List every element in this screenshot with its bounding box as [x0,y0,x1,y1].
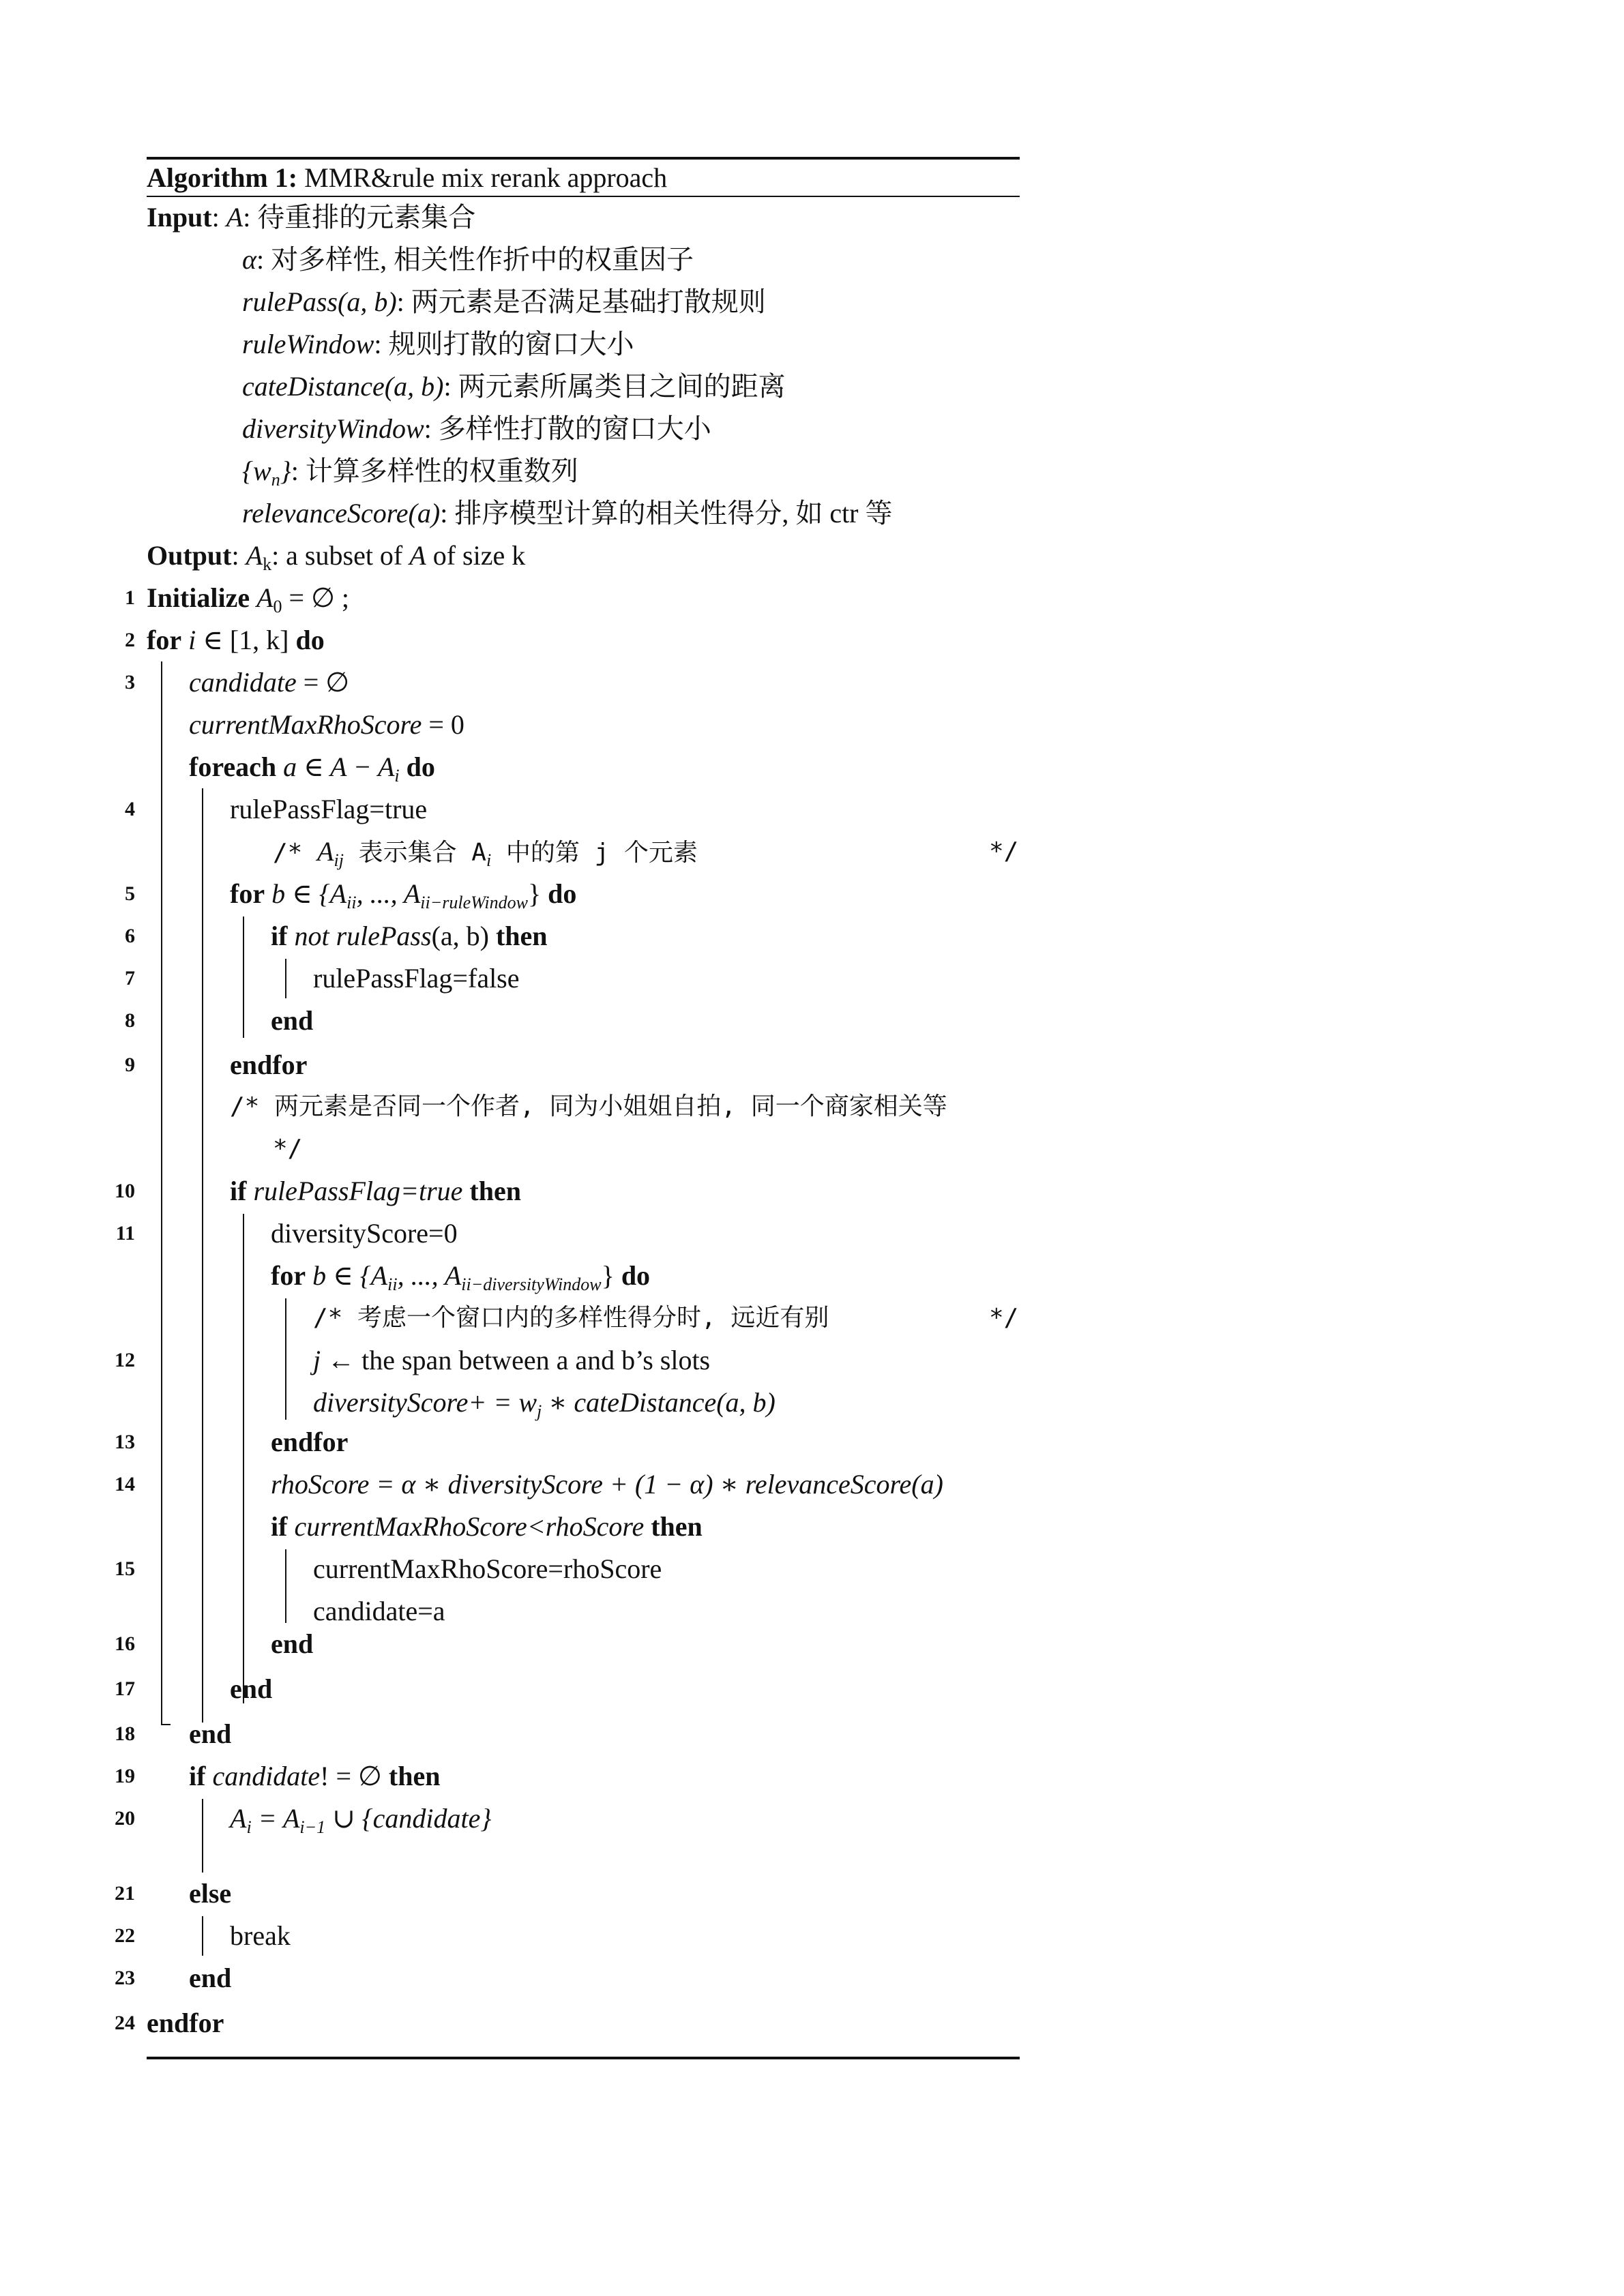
math-sub: i [486,850,492,870]
line-number: 14 [115,1473,135,1495]
input-var: rulePass(a, b) [242,286,397,317]
input-desc: : 排序模型计算的相关性得分, 如 ctr 等 [440,498,893,528]
line-number: 1 [125,586,135,609]
math-var: b [271,878,286,909]
line-number: 11 [115,1222,135,1244]
line-number: 9 [125,1054,135,1076]
output-label: Output [147,540,232,571]
caption-rule [147,196,1020,197]
input-var: diversityWindow [242,413,424,444]
line-number: 12 [115,1349,135,1371]
line-number: 21 [115,1882,135,1905]
input-line-7 [242,496,893,531]
math-sub: j [537,1401,542,1421]
math-text: } [527,878,548,909]
stmt-text: candidate=a [313,1596,445,1626]
line-number: 3 [125,671,135,694]
step-8 [271,1004,313,1038]
step-15 [313,1552,662,1586]
keyword: then [495,921,548,951]
math-text: + = w [468,1387,537,1418]
math-var: A [230,1803,247,1834]
block-bar-if-rulepass [285,959,286,998]
step-14 [271,1467,943,1502]
line-number: 4 [125,798,135,820]
math-text: ∗ cateDistance(a, b) [542,1387,776,1418]
line-number: 8 [125,1009,135,1032]
math-text: } [601,1260,621,1291]
keyword: end [271,1005,314,1036]
comment-text: 中的第 j 个元素 [491,839,698,867]
math-text: = ∅ ; [282,582,350,613]
math-text: = ∅ [296,667,350,698]
line-number: 15 [115,1557,135,1580]
keyword: for [271,1260,306,1291]
keyword: end [271,1628,314,1659]
input-desc: : 规则打散的窗口大小 [374,329,634,359]
math-text: ∈ A − A [297,751,395,782]
line-number: 2 [125,629,135,651]
keyword: end [189,1718,232,1749]
keyword: if [271,1511,288,1542]
input-var-end: } [280,456,291,486]
step-15b [313,1594,445,1628]
caption-title: MMR&rule mix rerank approach [304,162,668,193]
input-line-6 [242,454,578,488]
comment-2: /* 两元素是否同一个作者, 同为小姐姐自拍, 同一个商家相关等 [230,1092,947,1120]
math-text: ∪ {candidate} [325,1803,492,1834]
step-2 [147,623,325,657]
math-sub: i [246,1817,252,1837]
step-4 [230,792,427,826]
math-sub: 0 [273,597,282,616]
line-number: 20 [115,1807,135,1830]
math-var: A [317,836,334,867]
step-9 [230,1048,307,1082]
step-3c [189,750,435,784]
keyword: endfor [147,2008,224,2038]
step-1 [147,581,349,615]
math-var: diversityScore [313,1387,469,1418]
input-var: A [226,202,243,233]
block-bar-else [202,1916,203,1956]
input-var: ruleWindow [242,329,374,359]
top-rule [147,157,1020,160]
comment-3-close: */ [989,1304,1019,1332]
caption-label: Algorithm 1: [147,162,298,193]
step-7 [313,961,520,996]
comment-text: 表示集合 A [343,839,486,867]
keyword: endfor [271,1427,349,1457]
math-sub: ii [346,893,357,912]
step-10 [230,1174,521,1208]
line-number: 13 [115,1431,135,1453]
input-var: {w [242,456,271,486]
step-18 [189,1717,231,1751]
line-number: 23 [115,1967,135,1989]
input-var: cateDistance(a, b) [242,371,444,402]
input-desc: : 两元素所属类目之间的距离 [443,371,786,402]
keyword: do [621,1260,651,1291]
keyword: for [147,625,182,655]
step-3 [189,666,349,700]
math-sub: i [394,766,400,786]
input-line-1 [242,243,694,277]
block-tick [161,1724,171,1725]
line-number: 7 [125,967,135,989]
line-number: 24 [115,2012,135,2034]
math-text: ∈ {A [326,1260,388,1291]
block-bar-for-i [161,661,162,1725]
algorithm-caption [147,161,667,195]
math-var: currentMaxRhoScore<rhoScore [294,1511,645,1542]
math-sub: ij [334,850,344,870]
math-text: ∈ [1, k] [196,625,296,655]
block-bar-if-flag [243,1214,244,1703]
stmt-text: rulePassFlag=true [230,794,428,824]
line-number: 6 [125,925,135,947]
step-16 [271,1627,313,1661]
step-24 [147,2006,224,2040]
math-text: ∈ {A [285,878,347,909]
input-var: relevanceScore(a) [242,498,441,528]
comment-3: /* 考虑一个窗口内的多样性得分时, 远近有别 [313,1304,829,1332]
line-number: 18 [115,1723,135,1745]
math-text: rhoScore = α ∗ diversityScore + (1 − α) ∗ relevanceScore(a) [271,1469,943,1500]
bottom-rule [147,2057,1020,2059]
input-line-3 [242,327,634,361]
math-var: candidate [189,667,297,698]
keyword: if [189,1761,206,1791]
line-number: 5 [125,882,135,905]
step-22 [230,1919,291,1953]
output-var-sub: k [263,554,272,574]
math-var: rulePassFlag=true [253,1176,463,1206]
line-number: 10 [115,1180,135,1202]
step-20 [230,1802,491,1836]
keyword: endfor [230,1049,308,1080]
math-sub: i−1 [299,1817,326,1837]
block-bar-if-candidate [202,1799,203,1873]
input-line-0: Input: A: 待重排的元素集合 [147,202,476,233]
math-var: candidate [212,1761,321,1791]
math-text: = 0 [422,709,464,740]
input-line-2 [242,285,766,319]
input-desc: : 计算多样性的权重数列 [291,456,578,486]
line-number: 17 [115,1678,135,1700]
keyword: if [271,921,288,951]
input-var-sub: n [271,470,280,490]
math-text: , ..., A [356,878,421,909]
math-sub: ii [387,1274,398,1294]
keyword: for [230,878,265,909]
stmt-text: ← the span between a and b’s slots [321,1345,711,1375]
step-11 [271,1217,458,1251]
output-line: Output: $A_k$: a subset of A of size k [147,540,526,574]
step-12b [313,1386,776,1420]
input-line-4 [242,370,786,404]
keyword: foreach [189,751,277,782]
input-desc: : 对多样性, 相关性作折中的权重因子 [256,244,694,275]
step-3b [189,708,464,742]
math-var: j [313,1345,321,1375]
input-desc: : 多样性打散的窗口大小 [424,413,711,444]
output-desc-a: : a subset of [271,540,410,571]
math-var: A [256,582,274,613]
step-6 [271,919,548,953]
keyword: then [388,1761,441,1791]
step-14b [271,1510,703,1544]
comment-1-close: */ [989,837,1019,865]
keyword: then [462,1176,521,1206]
keyword: if [230,1176,247,1206]
stmt-text: diversityScore=0 [271,1218,458,1249]
keyword: then [644,1511,703,1542]
output-desc-b: of size k [426,540,526,571]
step-19 [189,1759,440,1793]
keyword: do [399,751,435,782]
stmt-text: rulePassFlag=false [313,963,520,994]
keyword: Initialize [147,582,250,613]
step-12 [313,1343,710,1377]
step-5 [230,877,576,911]
block-bar-if-max [285,1549,286,1623]
line-number: 22 [115,1924,135,1947]
comment-2-close: */ [273,1135,303,1163]
line-number: 19 [115,1765,135,1787]
stmt-text: break [230,1920,291,1951]
block-bar-for-diversity [285,1298,286,1420]
math-text: ! = ∅ [320,1761,389,1791]
math-sub: ii−diversityWindow [461,1274,602,1294]
keyword: end [189,1963,232,1993]
math-text: (a, b) [431,921,496,951]
input-desc: : 两元素是否满足基础打散规则 [396,286,766,317]
output-var: A [246,540,263,571]
comment-open: /* [273,839,318,867]
step-11b [271,1259,650,1293]
step-21 [189,1877,231,1911]
keyword: end [230,1673,273,1704]
math-var: b [312,1260,327,1291]
math-text: not [287,921,336,951]
step-17 [230,1672,272,1706]
math-var: rulePass [336,921,432,951]
block-bar-foreach [202,788,203,1723]
step-23 [189,1961,231,1995]
block-bar-for-b [243,916,244,1038]
comment-1 [273,835,698,870]
step-13 [271,1425,348,1459]
math-var: a [283,751,297,782]
keyword: do [548,878,577,909]
math-sub: ii−ruleWindow [420,893,528,912]
output-desc-var: A [409,540,426,571]
input-label: Input [147,202,212,233]
keyword: do [295,625,325,655]
math-var: currentMaxRhoScore [189,709,422,740]
line-number: 16 [115,1632,135,1655]
math-text: = A [251,1803,300,1834]
input-line-5 [242,412,711,446]
math-var: i [188,625,196,655]
keyword: else [189,1878,232,1909]
math-text: , ..., A [397,1260,462,1291]
stmt-text: currentMaxRhoScore=rhoScore [313,1553,662,1584]
input-desc: : 待重排的元素集合 [243,202,476,233]
input-var: α [242,244,256,275]
